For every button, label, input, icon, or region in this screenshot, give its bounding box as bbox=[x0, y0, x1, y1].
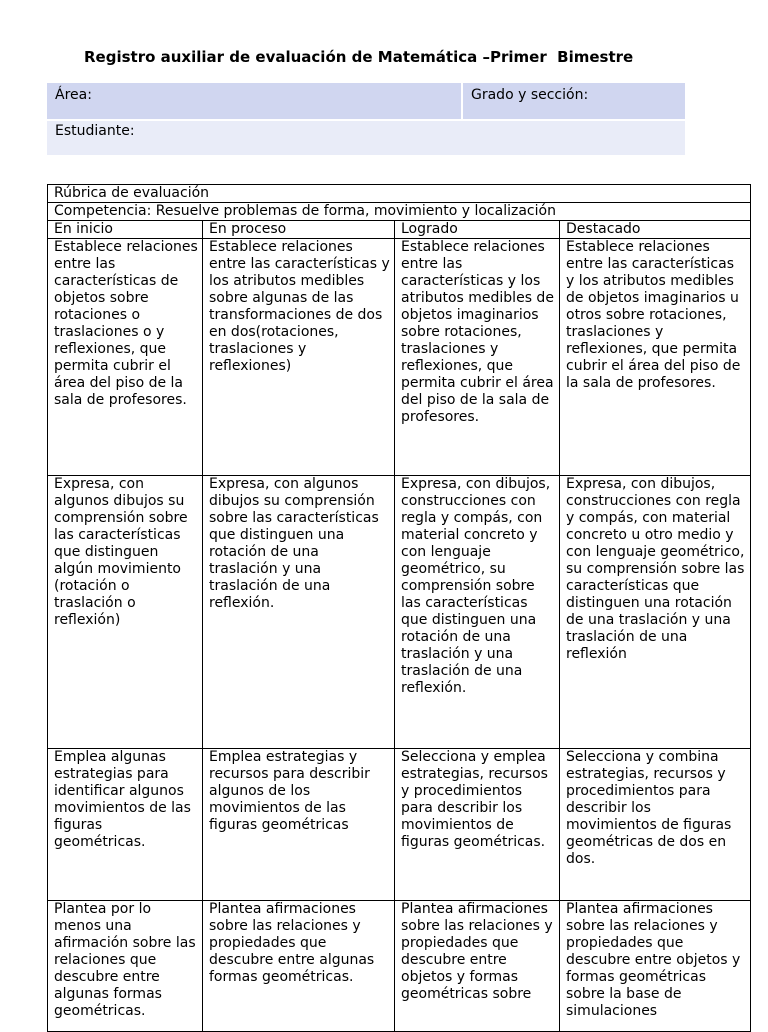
info-row-area-grade bbox=[47, 83, 685, 119]
level-header-row bbox=[48, 221, 751, 239]
criterion-cell: Selecciona y combina estrategias, recursos y procedimientos para describir los movimientos de figuras geométricas de dos en dos. bbox=[560, 749, 751, 901]
criterion-row-relations bbox=[48, 239, 751, 476]
criterion-cell: Plantea afirmaciones sobre las relaciones y propiedades que descubre entre objetos y formas geométricas sobre bbox=[395, 901, 560, 1032]
criterion-cell: Establece relaciones entre las características y los atributos medibles de objetos imaginarios u otros sobre rotaciones, traslaciones y reflexiones, que permita cubrir el área del piso de la sala de profesores. bbox=[560, 239, 751, 476]
competency-row bbox=[48, 203, 751, 221]
criterion-row-statements bbox=[48, 901, 751, 1032]
criterion-cell: Emplea estrategias y recursos para describir algunos de los movimientos de las figuras geométricas bbox=[203, 749, 395, 901]
level-header-en-proceso: En proceso bbox=[203, 221, 395, 239]
criterion-cell: Plantea afirmaciones sobre las relaciones y propiedades que descubre entre algunas formas geométricas. bbox=[203, 901, 395, 1032]
criterion-cell: Establece relaciones entre las características y los atributos medibles de objetos imaginarios sobre rotaciones, traslaciones y reflexiones, que permita cubrir el área del piso de la sala de profesores. bbox=[395, 239, 560, 476]
criterion-cell: Plantea por lo menos una afirmación sobre las relaciones que descubre entre algunas formas geométricas. bbox=[48, 901, 203, 1032]
criterion-cell: Expresa, con dibujos, construcciones con regla y compás, con material concreto y con lenguaje geométrico, su comprensión sobre las características que distinguen una rotación de una traslación y una traslación de una reflexión. bbox=[395, 476, 560, 749]
criterion-cell: Establece relaciones entre las características y los atributos medibles sobre algunas de las transformaciones de dos en dos(rotaciones, traslaciones y reflexiones) bbox=[203, 239, 395, 476]
grade-section-field[interactable]: Grado y sección: bbox=[463, 83, 685, 119]
rubric-title-row bbox=[48, 185, 751, 203]
info-row-student bbox=[47, 119, 685, 155]
level-header-en-inicio: En inicio bbox=[48, 221, 203, 239]
competency-label: Competencia: Resuelve problemas de forma, movimiento y localización bbox=[48, 203, 751, 221]
rubric-title: Rúbrica de evaluación bbox=[48, 185, 751, 203]
rubric-table bbox=[47, 184, 751, 1032]
level-header-logrado: Logrado bbox=[395, 221, 560, 239]
criterion-cell: Emplea algunas estrategias para identificar algunos movimientos de las figuras geométricas. bbox=[48, 749, 203, 901]
criterion-cell: Expresa, con dibujos, construcciones con regla y compás, con material concreto u otro medio y con lenguaje geométrico, su comprensión sobre las características que distinguen una rotación de una traslación y una traslación de una reflexión bbox=[560, 476, 751, 749]
criterion-cell: Establece relaciones entre las características de objetos sobre rotaciones o traslaciones o y reflexiones, que permita cubrir el área del piso de la sala de profesores. bbox=[48, 239, 203, 476]
student-info-table bbox=[47, 83, 685, 155]
document-title: Registro auxiliar de evaluación de Matemática –Primer Bimestre bbox=[84, 48, 634, 66]
criterion-row-strategies bbox=[48, 749, 751, 901]
student-field[interactable]: Estudiante: bbox=[47, 119, 685, 155]
level-header-destacado: Destacado bbox=[560, 221, 751, 239]
area-field[interactable]: Área: bbox=[47, 83, 463, 119]
criterion-cell: Expresa, con algunos dibujos su comprensión sobre las características que distinguen algún movimiento (rotación o traslación o reflexión) bbox=[48, 476, 203, 749]
criterion-cell: Plantea afirmaciones sobre las relaciones y propiedades que descubre entre objetos y formas geométricas sobre la base de simulaciones bbox=[560, 901, 751, 1032]
criterion-cell: Expresa, con algunos dibujos su comprensión sobre las características que distinguen una rotación de una traslación y una traslación de una reflexión. bbox=[203, 476, 395, 749]
criterion-cell: Selecciona y emplea estrategias, recursos y procedimientos para describir los movimientos de figuras geométricas. bbox=[395, 749, 560, 901]
criterion-row-expression bbox=[48, 476, 751, 749]
